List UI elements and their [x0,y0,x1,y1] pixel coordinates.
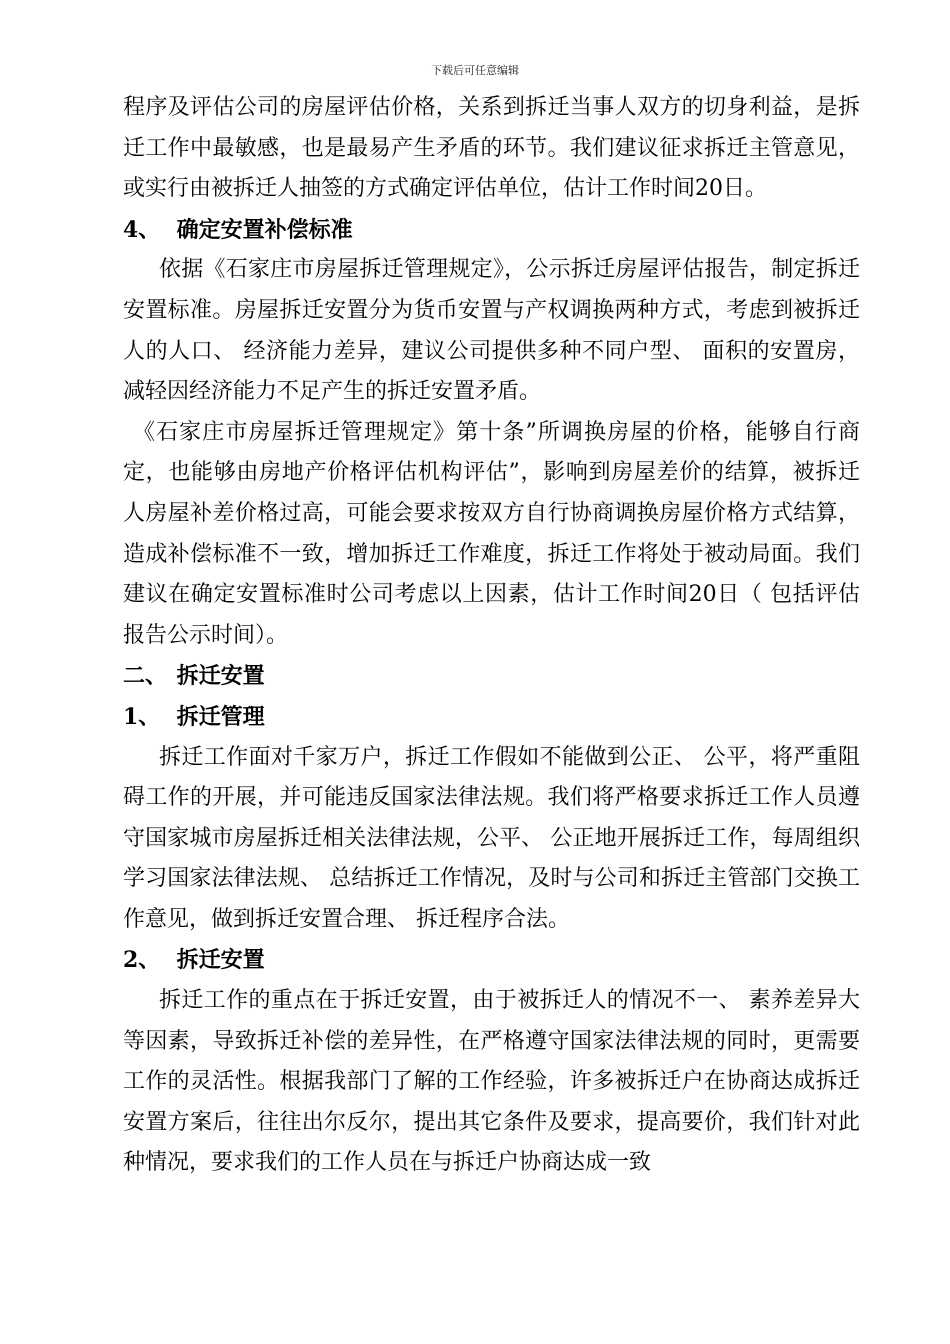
paragraph-management: 拆迁工作面对千家万户，拆迁工作假如不能做到公正、 公平，将严重阻碍工作的开展，并可能违反国家法律法规。我们将严格要求拆迁工作人员遵守国家城市房屋拆迁相关法律法规，公平、 公正地开展拆迁工作，每周组织学习国家法律法规、 总结拆迁工作情况，及时与公司和拆迁主管部门交换工作意见，做到拆迁安置合理、 拆迁程序合法。 [123,744,860,932]
heading-text: 拆迁安置 [176,947,265,974]
heading-text: 拆迁管理 [176,703,265,730]
heading-demolition-resettlement [123,940,860,981]
heading-number: 4、 [123,216,161,243]
heading-number: 1、 [123,703,161,730]
paragraph-regulation-basis: 依据《石家庄市房屋拆迁管理规定》，公示拆迁房屋评估报告，制定拆迁安置标准。房屋拆迁安置分为货币安置与产权调换两种方式，考虑到被拆迁人的人口、 经济能力差异，建议公司提供多种不同户型、 面积的安置房，减轻因经济能力不足产生的拆迁安置矛盾。 [123,257,860,405]
paragraph-article-ten: 《石家庄市房屋拆迁管理规定》第十条”所调换房屋的价格，能够自行商定，也能够由房地产价格评估机构评估”，影响到房屋差价的结算，被拆迁人房屋补差价格过高，可能会要求按双方自行协商调换房屋价格方式结算，造成补偿标准不一致，增加拆迁工作难度，拆迁工作将处于被动局面。我们建议在确定安置标准时公司考虑以上因素，估计工作时间20日（ 包括评估报告公示时间）。 [123,419,860,648]
heading-number: 二、 [123,663,168,690]
document-body [123,88,860,1184]
heading-demolition-management [123,697,860,738]
paragraph-resettlement: 拆迁工作的重点在于拆迁安置，由于被拆迁人的情况不一、 素养差异大等因素，导致拆迁补偿的差异性，在严格遵守国家法律法规的同时，更需要工作的灵活性。根据我部门了解的工作经验，许多被拆迁户在协商达成拆迁安置方案后，往往出尔反尔，提出其它条件及要求，提高要价，我们针对此种情况，要求我们的工作人员在与拆迁户协商达成一致 [123,988,860,1176]
page-header: 下载后可任意编辑 [431,64,519,77]
heading-text: 拆迁安置 [176,663,265,690]
heading-section-two [123,656,860,697]
heading-text: 确定安置补偿标准 [176,216,353,243]
heading-compensation-standard [123,210,860,251]
paragraph-evaluation-price: 程序及评估公司的房屋评估价格，关系到拆迁当事人双方的切身利益，是拆迁工作中最敏感，也是最易产生矛盾的环节。我们建议征求拆迁主管意见，或实行由被拆迁人抽签的方式确定评估单位，估计工作时间20日。 [123,95,860,202]
heading-number: 2、 [123,947,161,974]
